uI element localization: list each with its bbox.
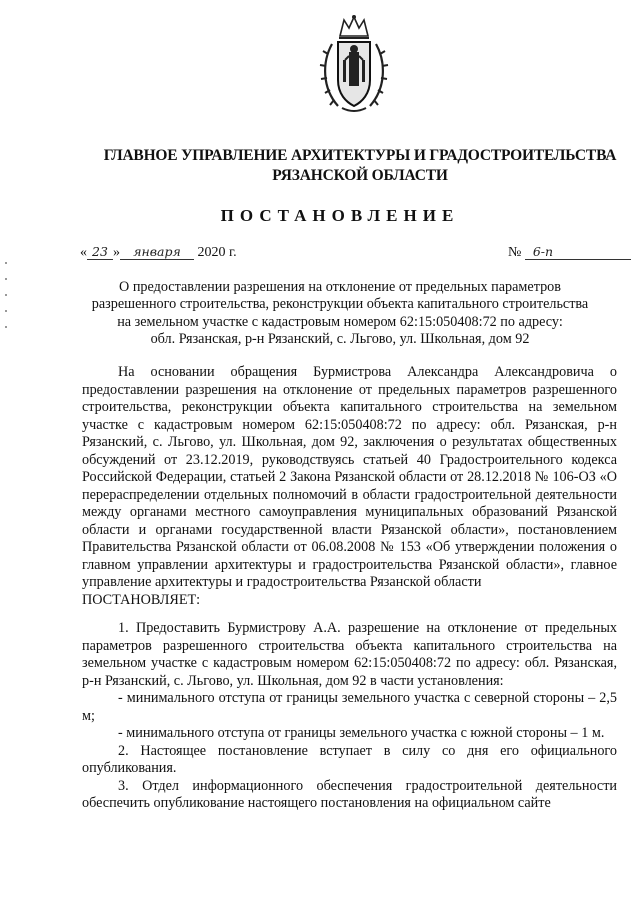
document-date <box>80 244 237 261</box>
preamble-paragraph: На основании обращения Бурмистрова Александра Александровича о предоставлении разрешения на отклонение от предельных параметров разрешенного строительства, реконструкции объекта капитального строительства на земельном участке с кадастровым номером 62:15:050408:72 по адресу: обл. Рязанская, р-н Рязанский, с. Льгово, ул. Школьная, дом 92, заключения о результатах общественных обсуждений от 23.12.2019, руководствуясь статьей 40 Градостроительного кодекса Российской Федерации, статьей 2 Закона Рязанской области от 28.12.2018 № 106-ОЗ «О перераспределении отдельных полномочий в области градостроительной деятельности между органами местного самоуправления муниципальных образований Рязанской области и органами государственной власти Рязанской области», постановлением Правительства Рязанской области от 06.08.2008 № 153 «Об утверждении положения о главном управлении архитектуры и градостроительства Рязанской области», главное управление архитектуры и градостроительства Рязанской области <box>82 364 617 590</box>
item-paragraph: 1. Предоставить Бурмистрову А.А. разрешение на отклонение от предельных параметров разрешенного строительства объекта капитального строительства на земельном участке с кадастровым номером 62:15:050408:72 по адресу: обл. Рязанская, р-н Рязанский, с. Льгово, ул. Школьная, дом 92 в части установления: <box>82 620 617 689</box>
margin-scan-dots <box>5 262 8 342</box>
number-label: № <box>508 245 522 260</box>
date-open-quote: « <box>80 245 87 260</box>
subject-line: разрешенного строительства, реконструкции объекта капитального строительства <box>91 296 589 313</box>
document-body <box>82 364 617 813</box>
date-day: 23 <box>87 244 113 260</box>
item-paragraph: - минимального отступа от границы земельного участка с северной стороны – 2,5 м; <box>82 690 617 724</box>
decree-word: ПОСТАНОВЛЯЕТ: <box>82 591 201 608</box>
organization-name-line2: РЯЗАНСКОЙ ОБЛАСТИ <box>272 167 448 184</box>
document-subject <box>70 279 610 348</box>
date-month: января <box>120 244 194 260</box>
subject-line: на земельном участке с кадастровым номером 62:15:050408:72 по адресу: <box>117 313 563 330</box>
coat-of-arms-icon <box>318 14 390 116</box>
document-type-title: ПОСТАНОВЛЕНИЕ <box>220 206 460 225</box>
item-paragraph: 2. Настоящее постановление вступает в силу со дня его официального опубликования. <box>82 742 617 776</box>
number-value: 6-п <box>525 244 631 260</box>
date-close-quote: » <box>113 245 120 260</box>
date-year: 2020 г. <box>197 245 237 260</box>
document-number <box>508 244 631 261</box>
item-paragraph: - минимального отступа от границы земельного участка с южной стороны – 1 м. <box>118 725 605 741</box>
subject-line: обл. Рязанская, р-н Рязанский, с. Льгово, ул. Школьная, дом 92 <box>150 330 530 347</box>
item-paragraph: 3. Отдел информационного обеспечения градостроительной деятельности обеспечить опубликование настоящего постановления на официальном сайте <box>82 777 617 811</box>
subject-line: О предоставлении разрешения на отклонение от предельных параметров <box>119 279 561 295</box>
organization-name-line1: ГЛАВНОЕ УПРАВЛЕНИЕ АРХИТЕКТУРЫ И ГРАДОСТРОИТЕЛЬСТВА <box>103 147 617 164</box>
